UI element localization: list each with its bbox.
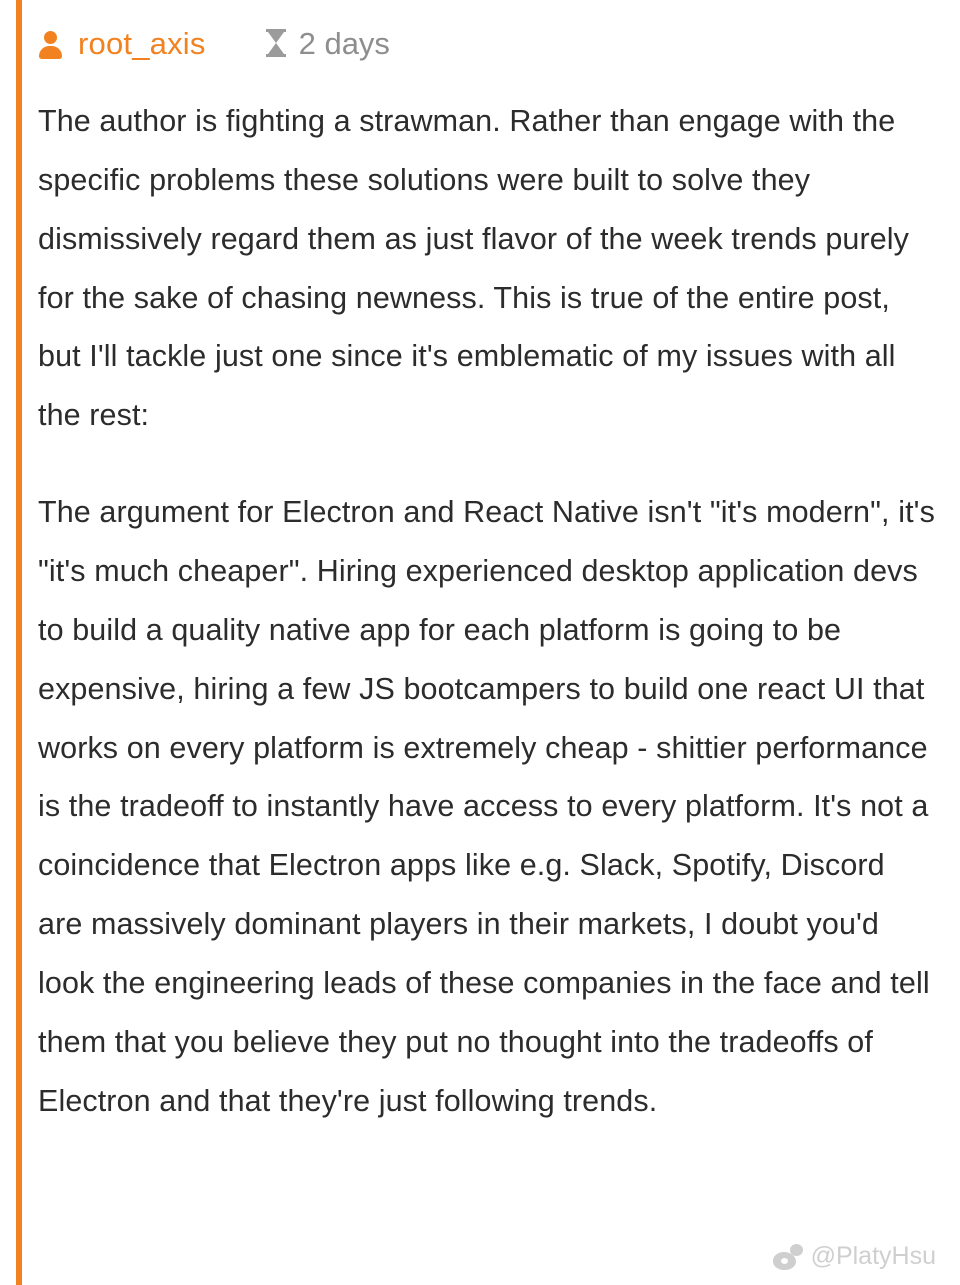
watermark-label: @PlatyHsu [810, 1242, 936, 1270]
comment-timestamp-group [266, 25, 390, 61]
user-icon [38, 28, 64, 58]
comment-author[interactable] [38, 25, 206, 61]
author-name[interactable]: root_axis [78, 25, 206, 61]
comment-paragraph: The author is fighting a strawman. Rather than engage with the specific problems these solutions were built to solve they dismissively regard them as just flavor of the week trends purely for the sake of chasing newness. This is true of the entire post, but I'll tackle just one since it's emblematic of my issues with all the rest: [38, 104, 910, 433]
comment-header [38, 0, 936, 86]
watermark [773, 1242, 936, 1271]
hourglass-icon [266, 29, 286, 57]
thread-indent-bar [16, 0, 22, 1285]
weibo-icon [773, 1244, 803, 1270]
comment-body [38, 92, 936, 1131]
timestamp-label[interactable]: 2 days [298, 25, 390, 61]
comment-paragraph: The argument for Electron and React Native isn't "it's modern", it's "it's much cheaper". Hiring experienced desktop application devs to build a quality native app for each platform is going to be expensive, hiring a few JS bootcampers to build one react UI that works on every platform is extremely cheap - shittier performance is the tradeoff to instantly have access to every platform. It's not a coincidence that Electron apps like e.g. Slack, Spotify, Discord are massively dominant players in their markets, I doubt you'd look the engineering leads of these companies in the face and tell them that you believe they put no thought into the tradeoffs of Electron and that they're just following trends. [38, 495, 935, 1118]
comment-content-wrapper [38, 0, 936, 1131]
